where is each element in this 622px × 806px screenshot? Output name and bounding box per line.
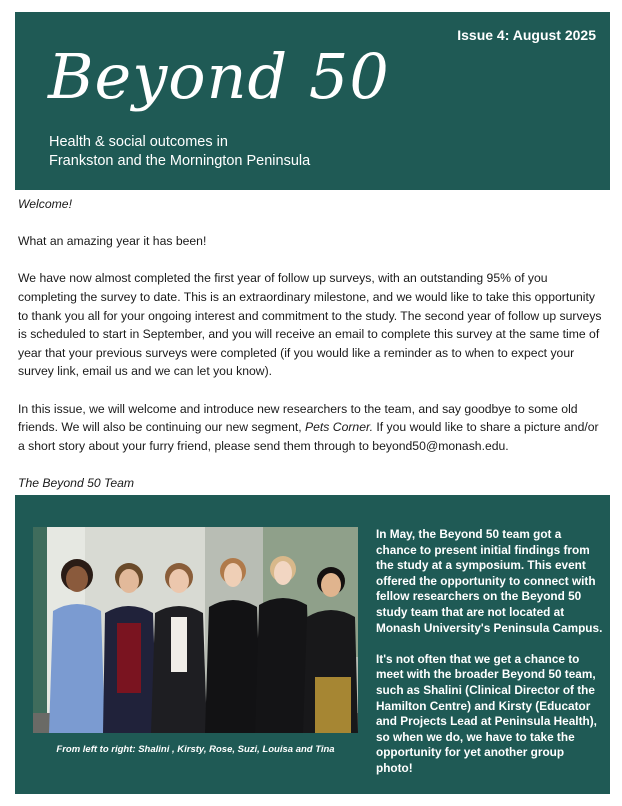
issue-label: Issue 4: August 2025 [457,27,596,43]
issue-text-end: If you would like to share a picture and/or a short story about your furry friend, please send them through to beyond50@monash.edu. [18,420,599,453]
issue-text-start: In this issue, we will welcome and introduce new researchers to the team, and say goodbye to some old friends. We will also be continuing our new segment, [18,401,578,435]
pets-corner-segment: Pets Corner. [305,420,373,435]
paragraph-surveys: We have now almost completed the first year of follow up surveys, with an outstanding 95% of you completing the survey to date. This is an extraordinary milestone, and we would like to take this opportunity to thank you all for your ongoing interest and commitment to the study. The second year of follow up surveys is scheduled to start in September, and you will receive an email to complete this survey at the same time of year that your previous surveys were completed (if you would like a reminder as to when to expect your survey link, email us and we can let you know). [18,271,602,379]
greeting: Welcome! [18,197,72,211]
paragraph-intro: What an amazing year it has been! [18,234,207,249]
tagline-line-2: Frankston and the Mornington Peninsula [49,153,311,169]
photo-caption: From left to right: Shalini , Kirsty, Rose, Suzi, Louisa and Tina [56,744,335,755]
welcome-letter [18,195,608,511]
tagline [49,133,310,171]
paragraph-issue [18,400,608,456]
newsletter-header [15,12,610,190]
beyond-50-logo: Beyond 50 [48,40,390,113]
group-photo-illustration [33,527,358,733]
feature-text [376,527,604,792]
feature-paragraph-1: In May, the Beyond 50 team got a chance to present initial findings from the study at a symposium. This event offered the opportunity to connect with fellow researchers on the Beyond 50 study team that are not located at Monash University's Peninsula Campus. [376,527,603,635]
feature-paragraph-2: It's not often that we get a chance to meet with the broader Beyond 50 team, such as Shalini (Clinical Director of the Hamilton Centre) and Kirsty (Educator and Projects Lead at Peninsula Health), so when we do, we have to take the opportunity for yet another group photo! [376,651,597,775]
group-photo [33,527,358,733]
tagline-line-1: Health & social outcomes in [49,134,228,150]
feature-panel [15,495,610,794]
signoff: The Beyond 50 Team [18,475,135,490]
